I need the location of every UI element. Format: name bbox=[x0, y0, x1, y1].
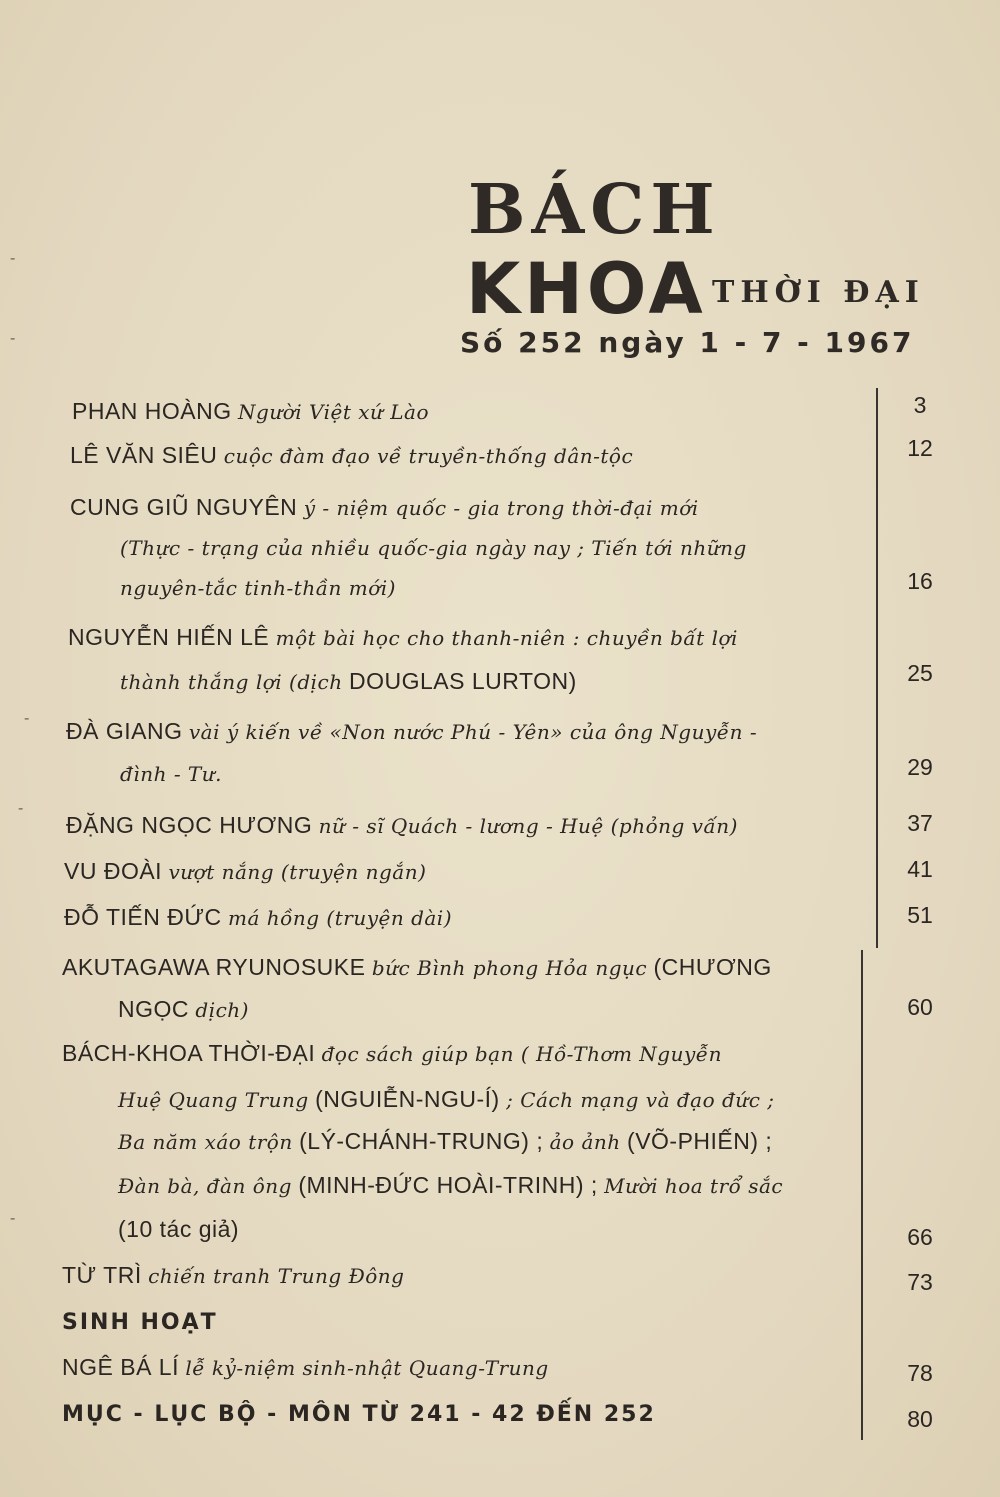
entry-author: ĐẶNG NGỌC HƯƠNG bbox=[66, 812, 313, 838]
masthead-title-line2: KHOA bbox=[466, 248, 707, 330]
entry-author: NGÊ BÁ LÍ bbox=[62, 1354, 179, 1380]
entry-page-number: 37 bbox=[907, 810, 933, 836]
entry-title: nguyên-tắc tinh-thần mới) bbox=[120, 576, 396, 600]
toc-entry bbox=[70, 492, 699, 523]
entry-title: vài ý kiến về «Non nước Phú - Yên» của ông Nguyễn - bbox=[188, 720, 758, 744]
entry-page-number: 41 bbox=[907, 856, 933, 882]
toc-entry bbox=[64, 856, 426, 887]
entry-page-number: 16 bbox=[907, 568, 933, 594]
entry-page-number: 60 bbox=[907, 994, 933, 1020]
entry-page-number: 66 bbox=[907, 1224, 933, 1250]
entry-page-number: 78 bbox=[907, 1360, 933, 1386]
entry-title: Đàn bà, đàn ông bbox=[118, 1174, 292, 1198]
entry-page-number: 3 bbox=[913, 392, 927, 418]
entry-page-number: 12 bbox=[907, 435, 933, 461]
toc-entry-continuation bbox=[120, 532, 747, 563]
toc-entry bbox=[68, 622, 738, 653]
entry-title: vượt nắng (truyện ngắn) bbox=[168, 860, 427, 884]
toc-entry bbox=[64, 902, 452, 933]
entry-title: chiến tranh Trung Đông bbox=[148, 1264, 405, 1288]
margin-mark: - bbox=[24, 710, 30, 727]
page-column-divider-lower bbox=[861, 950, 863, 1440]
entry-author: ĐỖ TIẾN ĐỨC bbox=[64, 904, 222, 930]
toc-entry-continuation bbox=[118, 1084, 775, 1115]
entry-reviewer: (NGUIỄN-NGU-Í) bbox=[315, 1086, 500, 1112]
entry-bold-title: MỤC - LỤC BỘ - MÔN TỪ 241 - 42 ĐẾN 252 bbox=[62, 1402, 656, 1427]
page-column-divider-upper bbox=[876, 388, 878, 948]
entry-title: ; Cách mạng và đạo đức ; bbox=[506, 1088, 775, 1112]
entry-title: một bài học cho thanh-niên : chuyền bất lợi bbox=[275, 626, 738, 650]
entry-note: (10 tác giả) bbox=[118, 1216, 240, 1242]
toc-entry-continuation bbox=[118, 1170, 783, 1201]
margin-mark: - bbox=[10, 250, 16, 267]
entry-author: TỪ TRÌ bbox=[62, 1262, 142, 1288]
entry-title: Ba năm xáo trộn bbox=[118, 1130, 293, 1154]
toc-entry bbox=[70, 440, 633, 471]
section-heading-text: SINH HOẠT bbox=[62, 1310, 218, 1335]
toc-entry bbox=[62, 1352, 549, 1383]
entry-title: đọc sách giúp bạn ( Hồ-Thơm Nguyễn bbox=[321, 1042, 722, 1066]
toc-entry bbox=[72, 396, 429, 427]
entry-title: cuộc đàm đạo về truyền-thống dân-tộc bbox=[223, 444, 634, 468]
toc-entry bbox=[62, 1398, 656, 1430]
entry-title: thành thắng lợi (dịch bbox=[120, 670, 343, 694]
toc-entry bbox=[62, 1038, 722, 1069]
entry-author: NGUYỄN HIẾN LÊ bbox=[68, 624, 270, 650]
toc-entry-continuation bbox=[120, 758, 222, 789]
entry-page-number: 25 bbox=[907, 660, 933, 686]
masthead-title-line1: BÁCH bbox=[468, 170, 721, 250]
entry-reviewer: (MINH-ĐỨC HOÀI-TRINH) ; bbox=[298, 1172, 598, 1198]
entry-page-number: 80 bbox=[907, 1406, 933, 1432]
entry-author: CUNG GIŨ NGUYÊN bbox=[70, 494, 298, 520]
entry-title: lễ kỷ-niệm sinh-nhật Quang-Trung bbox=[185, 1356, 549, 1380]
toc-entry bbox=[66, 810, 738, 841]
entry-title: nữ - sĩ Quách - lương - Huệ (phỏng vấn) bbox=[318, 814, 738, 838]
entry-title: (Thực - trạng của nhiều quốc-gia ngày nay ; Tiến tới những bbox=[120, 536, 747, 560]
entry-reviewer: (LÝ-CHÁNH-TRUNG) ; bbox=[299, 1128, 544, 1154]
entry-title: ảo ảnh bbox=[549, 1130, 621, 1154]
entry-translator: (CHƯƠNG bbox=[653, 954, 772, 980]
toc-entry-continuation bbox=[120, 572, 396, 603]
margin-mark: - bbox=[18, 800, 24, 817]
entry-author: ĐÀ GIANG bbox=[66, 718, 183, 744]
toc-entry-continuation bbox=[120, 666, 577, 697]
entry-title: má hồng (truyện dài) bbox=[228, 906, 452, 930]
entry-page-number: 29 bbox=[907, 754, 933, 780]
entry-title: ý - niệm quốc - gia trong thời-đại mới bbox=[303, 496, 699, 520]
entry-translator: NGỌC bbox=[118, 996, 189, 1022]
entry-title: dịch) bbox=[195, 998, 249, 1022]
masthead-subtitle: THỜI ĐẠI bbox=[712, 275, 925, 310]
entry-title: Người Việt xứ Lào bbox=[238, 400, 429, 424]
section-heading bbox=[62, 1306, 218, 1338]
entry-author: VU ĐOÀI bbox=[64, 858, 163, 884]
toc-entry-continuation bbox=[118, 994, 249, 1025]
entry-title: đình - Tư. bbox=[120, 762, 223, 786]
toc-entry bbox=[62, 952, 772, 983]
entry-page-number: 51 bbox=[907, 902, 933, 928]
entry-title: Huệ Quang Trung bbox=[118, 1088, 309, 1112]
entry-title: bức Bình phong Hỏa ngục bbox=[371, 956, 648, 980]
entry-author: AKUTAGAWA RYUNOSUKE bbox=[62, 954, 366, 980]
margin-mark: - bbox=[10, 330, 16, 347]
margin-mark: - bbox=[10, 1210, 16, 1227]
toc-entry-continuation bbox=[118, 1214, 239, 1244]
entry-author: PHAN HOÀNG bbox=[72, 398, 232, 424]
entry-reviewer: (VÕ-PHIẾN) ; bbox=[627, 1128, 773, 1154]
entry-author: BÁCH-KHOA THỜI-ĐẠI bbox=[62, 1040, 316, 1066]
entry-title: Mười hoa trổ sắc bbox=[604, 1174, 784, 1198]
entry-page-number: 73 bbox=[907, 1269, 933, 1295]
toc-entry bbox=[66, 716, 757, 747]
issue-number-date: Số 252 ngày 1 - 7 - 1967 bbox=[460, 326, 915, 359]
toc-entry bbox=[62, 1260, 404, 1291]
entry-translator: DOUGLAS LURTON) bbox=[349, 668, 577, 694]
entry-author: LÊ VĂN SIÊU bbox=[70, 442, 218, 468]
toc-entry-continuation bbox=[118, 1126, 772, 1157]
